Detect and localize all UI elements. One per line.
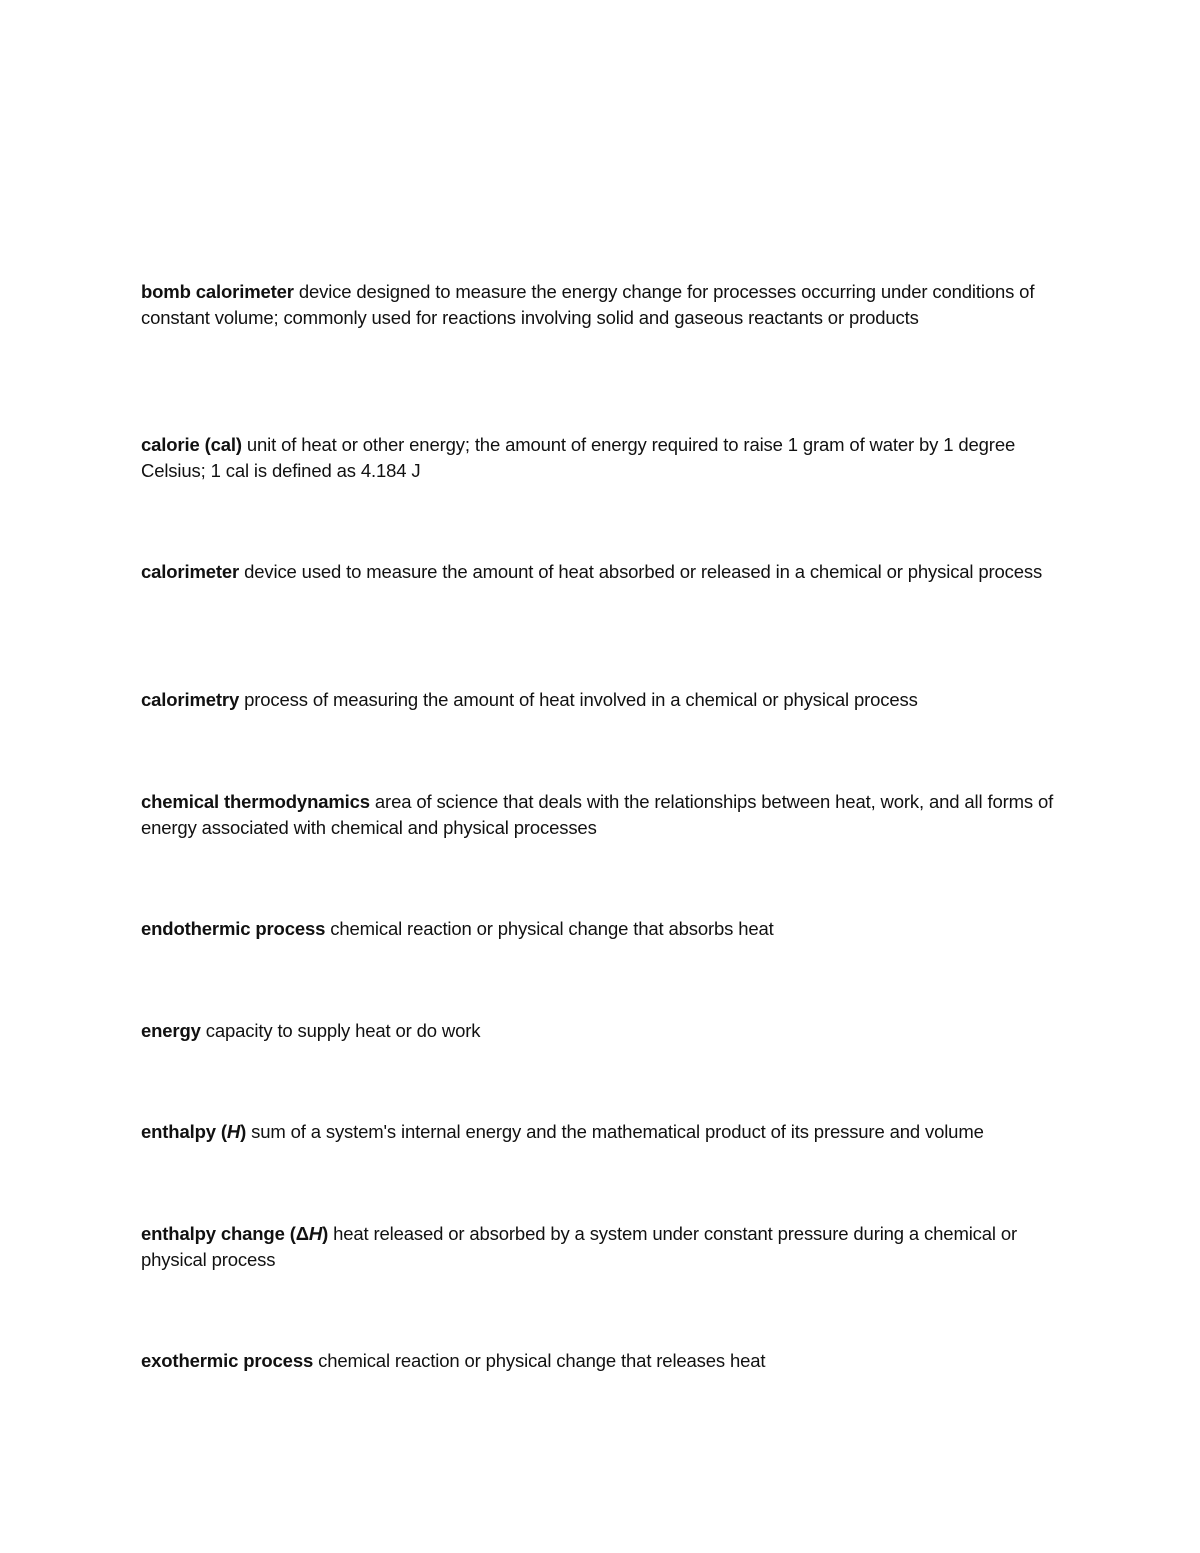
glossary-entry: [141, 1119, 1061, 1145]
glossary-term: calorie (cal): [141, 434, 242, 455]
glossary-term-prefix: enthalpy change (Δ: [141, 1223, 309, 1244]
glossary-term: endothermic process: [141, 918, 326, 939]
glossary-term-symbol: H: [226, 1121, 241, 1142]
glossary-definition: process of measuring the amount of heat involved in a chemical or physical process: [244, 689, 918, 710]
glossary-term-symbol: H: [308, 1223, 323, 1244]
glossary-term: chemical thermodynamics: [141, 791, 370, 812]
glossary-definition: sum of a system's internal energy and the mathematical product of its pressure and volume: [251, 1121, 984, 1142]
glossary-term: [141, 1121, 246, 1142]
glossary-entry: [141, 916, 1061, 942]
glossary-entry: [141, 1348, 1061, 1374]
glossary-term: [141, 1223, 328, 1244]
glossary-term: calorimetry: [141, 689, 240, 710]
glossary-term-prefix: enthalpy (: [141, 1121, 227, 1142]
glossary-definition: area of science that deals with the relationships between heat, work, and all forms of energy associated with chemical and physical processes: [141, 791, 1054, 838]
glossary-definition: capacity to supply heat or do work: [205, 1020, 481, 1041]
glossary-definition: heat released or absorbed by a system under constant pressure during a chemical or physical process: [141, 1223, 1017, 1270]
glossary-definition: device designed to measure the energy change for processes occurring under conditions of constant volume; commonly used for reactions involving solid and gaseous reactants or products: [141, 281, 1035, 328]
glossary-term: bomb calorimeter: [141, 281, 294, 302]
glossary-definition: device used to measure the amount of heat absorbed or released in a chemical or physical process: [244, 561, 1043, 582]
glossary-definition: unit of heat or other energy; the amount of energy required to raise 1 gram of water by 1 degree Celsius; 1 cal is defined as 4.184 J: [141, 434, 1016, 481]
glossary-definition: chemical reaction or physical change that absorbs heat: [330, 918, 774, 939]
glossary-term-suffix: ): [240, 1121, 247, 1142]
glossary-entry: [141, 559, 1061, 585]
glossary-term: calorimeter: [141, 561, 240, 582]
glossary-definition: chemical reaction or physical change that releases heat: [318, 1350, 766, 1371]
glossary-term-suffix: ): [322, 1223, 329, 1244]
glossary-entry: [141, 1221, 1061, 1272]
glossary-entry: [141, 789, 1061, 840]
glossary-term: energy: [141, 1020, 201, 1041]
glossary-entry: [141, 279, 1061, 330]
glossary-entry: [141, 687, 1061, 713]
glossary-term: exothermic process: [141, 1350, 314, 1371]
glossary-entry: [141, 432, 1061, 483]
glossary-entry: [141, 1018, 1061, 1044]
